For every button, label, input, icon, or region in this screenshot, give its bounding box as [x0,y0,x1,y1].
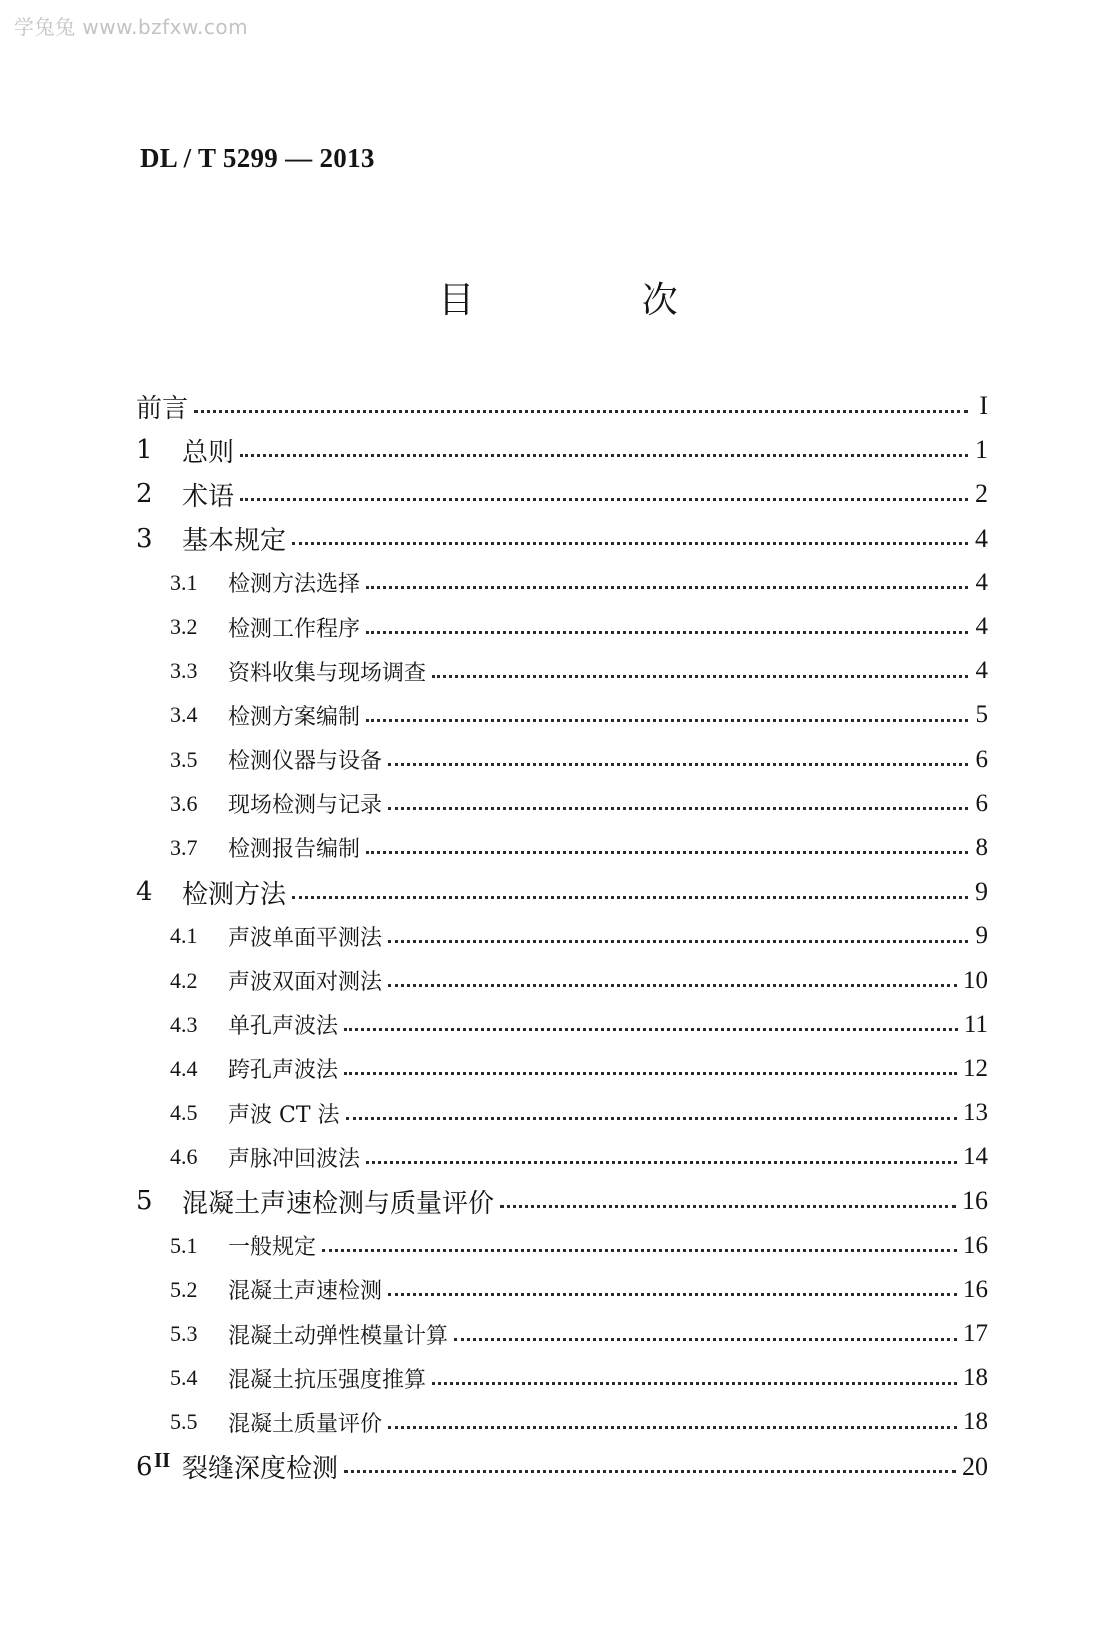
toc-entry-page: 18 [963,1408,988,1436]
toc-entry-number: 4 [136,877,153,908]
toc-entry[interactable] [136,517,988,561]
toc-entry-label: 裂缝深度检测 [182,1454,339,1485]
toc-dot-leader [388,984,957,987]
toc-entry-page: 16 [963,1231,988,1259]
toc-entry[interactable] [136,1400,988,1444]
toc-entry[interactable] [136,605,988,649]
standard-code: DL / T 5299 — 2013 [140,143,375,173]
toc-entry-label: 总则 [182,437,235,468]
toc-entry[interactable] [136,870,988,914]
toc-dot-leader [346,1117,958,1120]
table-of-contents [136,384,988,1489]
toc-entry[interactable] [136,1312,988,1356]
toc-entry-number: 3.3 [170,658,198,684]
toc-entry-label: 声波 CT 法 [228,1102,340,1128]
toc-entry-page: 8 [975,833,988,861]
toc-entry-page: 12 [963,1054,988,1082]
toc-entry-label: 单孔声波法 [228,1014,339,1040]
toc-entry-label: 混凝土声速检测 [228,1279,383,1305]
toc-entry-number: 3.4 [170,702,198,728]
toc-entry-label: 一般规定 [228,1235,317,1261]
toc-entry-label: 混凝土声速检测与质量评价 [182,1188,495,1219]
toc-entry-number: 4.3 [170,1011,198,1037]
toc-dot-leader [366,851,968,854]
toc-entry-label: 声波双面对测法 [228,970,383,996]
toc-entry-label: 术语 [182,481,235,512]
toc-entry-page: 11 [963,1010,988,1038]
toc-entry-label: 混凝土质量评价 [228,1411,383,1437]
toc-entry-label: 跨孔声波法 [228,1058,339,1084]
toc-entry-label: 检测方法 [182,879,287,910]
toc-entry[interactable] [136,1047,988,1091]
toc-dot-leader [240,454,968,457]
toc-dot-leader [292,542,968,545]
toc-entry[interactable] [136,649,988,693]
toc-entry-number: 5.4 [170,1365,198,1391]
toc-entry[interactable] [136,561,988,605]
toc-entry-page: 16 [963,1275,988,1303]
toc-entry-number: 5.3 [170,1321,198,1347]
toc-entry-number: 3.5 [170,746,198,772]
toc-dot-leader [366,1161,957,1164]
toc-entry[interactable] [136,1179,988,1223]
toc-entry-page: 9 [975,922,988,950]
toc-dot-leader [388,1293,957,1296]
toc-entry[interactable] [136,826,988,870]
toc-dot-leader [388,1426,957,1429]
toc-dot-leader [240,498,968,501]
toc-entry-page: 6 [975,745,988,773]
toc-dot-leader [454,1338,957,1341]
toc-entry-page: 4 [975,523,988,553]
toc-entry-page: 5 [975,701,988,729]
toc-entry-page: 20 [962,1451,988,1481]
toc-entry[interactable] [136,1356,988,1400]
toc-entry-number: 5.5 [170,1409,198,1435]
toc-entry[interactable] [136,958,988,1002]
toc-entry-page: I [979,391,988,421]
toc-dot-leader [344,1072,957,1075]
toc-entry-label: 检测方案编制 [228,704,361,730]
toc-entry[interactable] [136,1135,988,1179]
toc-dot-leader [322,1249,957,1252]
toc-dot-leader [432,1382,957,1385]
toc-entry-number: 4.2 [170,967,198,993]
toc-entry[interactable] [136,1445,988,1489]
toc-entry-number: 5 [136,1186,153,1217]
toc-entry-label: 检测仪器与设备 [228,749,383,775]
toc-entry-page: 4 [975,568,988,596]
toc-dot-leader [388,807,968,810]
toc-entry-page: 6 [975,789,988,817]
toc-entry[interactable] [136,782,988,826]
toc-dot-leader [388,940,968,943]
toc-dot-leader [292,896,968,899]
toc-dot-leader [344,1028,958,1031]
toc-entry[interactable] [136,1091,988,1135]
toc-dot-leader [500,1205,956,1208]
toc-entry-label: 声波单面平测法 [228,925,383,951]
toc-entry-page: 2 [975,479,988,509]
toc-dot-leader [194,410,968,413]
toc-entry-number: 3.1 [170,569,198,595]
toc-entry-number: 3.2 [170,614,198,640]
toc-entry[interactable] [136,693,988,737]
toc-entry-number: 3 [136,523,153,554]
page-number: II [154,1448,171,1472]
toc-dot-leader [344,1470,956,1473]
toc-entry[interactable] [136,428,988,472]
toc-title: 目 次 [438,280,756,321]
toc-entry-label: 混凝土抗压强度推算 [228,1367,427,1393]
toc-entry-label: 混凝土动弹性模量计算 [228,1323,449,1349]
toc-entry-page: 14 [963,1143,988,1171]
toc-entry-number: 4.1 [170,923,198,949]
toc-entry[interactable] [136,384,988,428]
toc-entry-label: 前言 [136,393,189,424]
toc-entry[interactable] [136,738,988,782]
toc-entry[interactable] [136,1224,988,1268]
toc-entry-number: 5.2 [170,1276,198,1302]
toc-entry-page: 10 [963,966,988,994]
toc-entry-page: 1 [975,435,988,465]
toc-entry-page: 17 [963,1320,988,1348]
toc-entry-number: 3.6 [170,790,198,816]
toc-entry-number: 1 [136,435,153,466]
toc-dot-leader [366,586,968,589]
toc-entry-label: 检测报告编制 [228,837,361,863]
toc-entry[interactable] [136,1003,988,1047]
watermark-text: 学兔兔 www.bzfxw.com [14,15,249,39]
toc-entry-label: 声脉冲回波法 [228,1146,361,1172]
toc-entry-number: 4.5 [170,1100,198,1126]
toc-entry-number: 4.4 [170,1055,198,1081]
toc-entry-page: 18 [963,1364,988,1392]
toc-entry-number: 6 [136,1451,153,1482]
toc-entry-number: 5.1 [170,1232,198,1258]
toc-entry-label: 基本规定 [182,526,287,557]
toc-dot-leader [366,719,968,722]
toc-entry-label: 检测方法选择 [228,572,361,598]
toc-entry[interactable] [136,1268,988,1312]
toc-entry-page: 4 [975,657,988,685]
toc-entry-number: 2 [136,479,153,510]
toc-entry-label: 资料收集与现场调查 [228,660,427,686]
toc-dot-leader [432,675,968,678]
toc-entry-page: 9 [975,877,988,907]
toc-entry[interactable] [136,472,988,516]
toc-entry-number: 3.7 [170,834,198,860]
toc-entry[interactable] [136,914,988,958]
toc-entry-page: 16 [962,1186,988,1216]
toc-dot-leader [366,631,968,634]
toc-entry-label: 现场检测与记录 [228,793,383,819]
toc-entry-page: 4 [975,613,988,641]
toc-entry-page: 13 [963,1099,988,1127]
toc-entry-label: 检测工作程序 [228,616,361,642]
toc-entry-number: 4.6 [170,1144,198,1170]
toc-dot-leader [388,763,968,766]
